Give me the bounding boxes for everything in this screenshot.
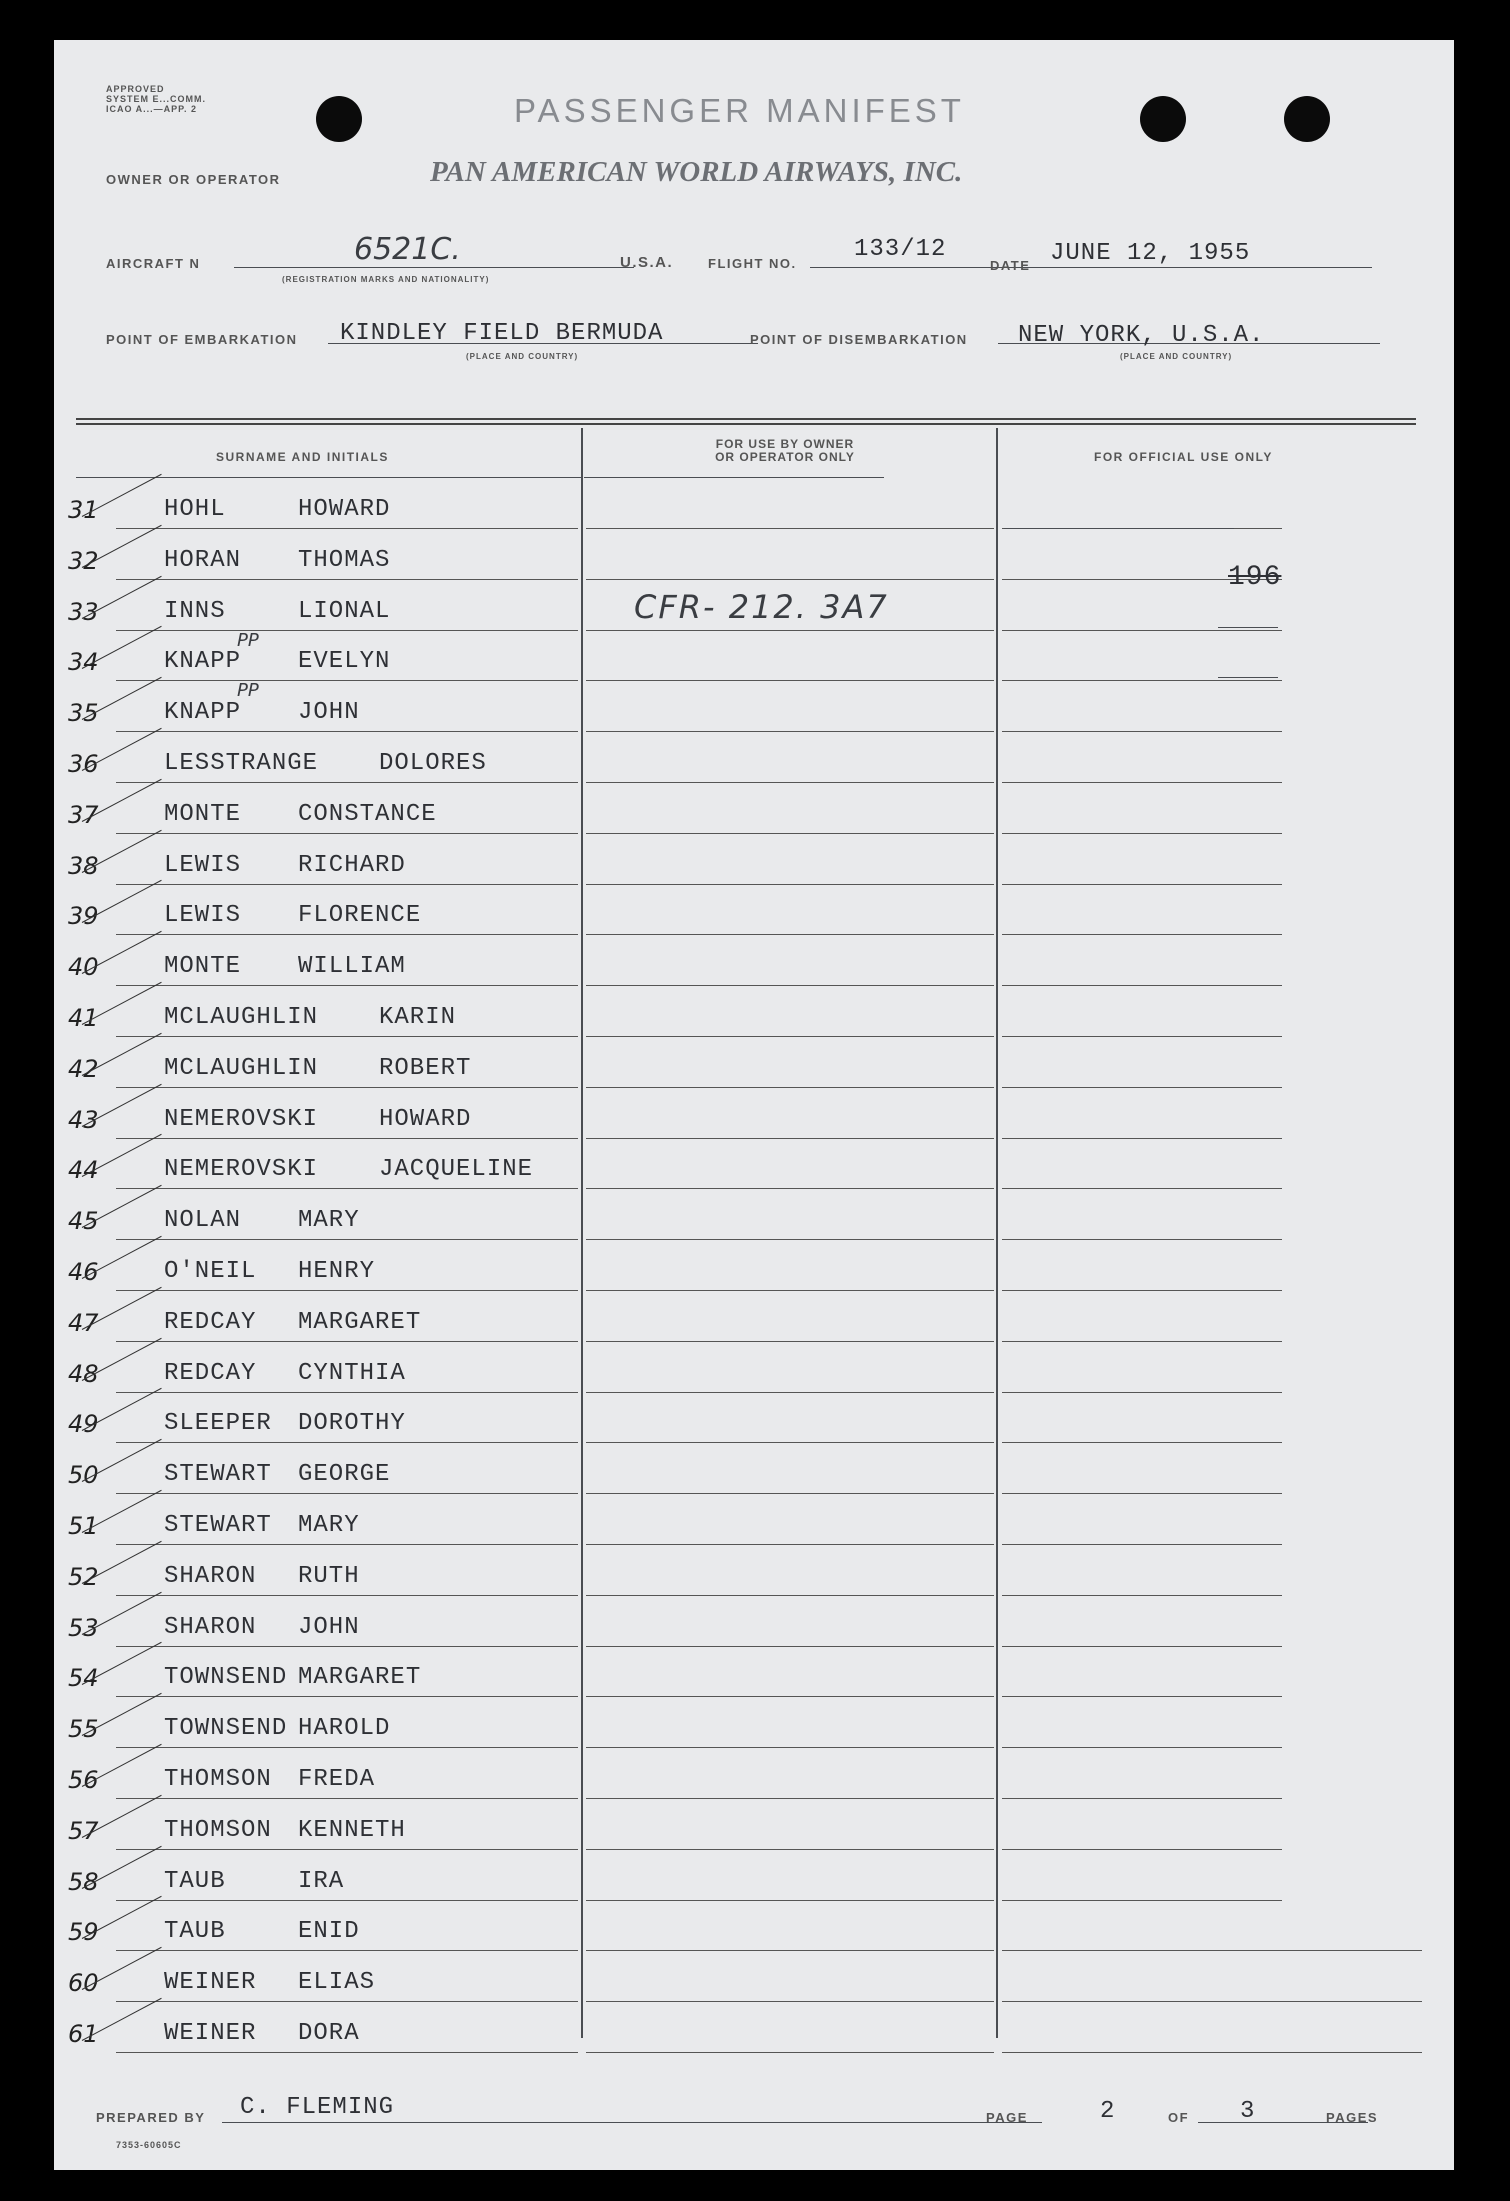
row-underline-owner: [586, 1747, 994, 1748]
row-underline-official: [1002, 630, 1282, 631]
row-underline: [116, 884, 578, 885]
date-label: DATE: [990, 258, 1031, 273]
passenger-surname: HOHL: [164, 496, 226, 523]
row-underline-official: [1002, 1696, 1282, 1697]
row-number: 47: [68, 1308, 99, 1337]
row-underline-official: [1002, 1392, 1282, 1393]
passenger-surname: INNS: [164, 597, 226, 625]
row-number: 46: [68, 1258, 99, 1286]
table-row: [54, 486, 1454, 532]
pp-mark-1: PP: [237, 630, 259, 651]
row-underline-official: [1002, 1849, 1282, 1850]
table-row: [54, 1299, 1454, 1345]
row-underline: [116, 2001, 578, 2002]
row-underline-official: [1002, 2001, 1422, 2002]
table-row: [54, 994, 1454, 1040]
passenger-surname: NOLAN: [164, 1207, 242, 1235]
passenger-surname: HORAN: [164, 546, 242, 574]
row-underline-owner: [586, 1595, 994, 1596]
row-underline-owner: [586, 1290, 994, 1291]
row-underline: [116, 1087, 578, 1088]
pages-label: PAGES: [1326, 2110, 1379, 2125]
table-row: [54, 1350, 1454, 1396]
row-underline: [116, 1290, 578, 1291]
passenger-given-name: CONSTANCE: [298, 800, 437, 828]
row-underline: [116, 1138, 578, 1139]
row-number: 57: [68, 1816, 99, 1845]
page-label: PAGE: [986, 2110, 1028, 2125]
passenger-surname: NEMEROVSKI: [164, 1156, 319, 1184]
table-row: [54, 1502, 1454, 1548]
row-underline-owner: [586, 1493, 994, 1494]
row-underline-official: [1002, 782, 1282, 783]
page-value: 2: [1100, 2098, 1116, 2125]
row-number: 42: [68, 1054, 99, 1083]
operator-name: PAN AMERICAN WORLD AIRWAYS, INC.: [430, 156, 963, 188]
row-number: 54: [68, 1664, 99, 1693]
punch-hole-right: [1140, 96, 1186, 142]
table-row: [54, 1248, 1454, 1294]
row-underline-official: [1002, 1544, 1282, 1545]
row-underline-official: [1002, 680, 1282, 681]
row-underline-official: [1002, 1646, 1282, 1647]
passenger-given-name: ENID: [298, 1918, 360, 1946]
table-row: [54, 1197, 1454, 1243]
embark-note: (PLACE AND COUNTRY): [466, 352, 579, 361]
row-number: 45: [68, 1207, 99, 1236]
passenger-given-name: IRA: [298, 1867, 345, 1895]
passenger-given-name: FREDA: [298, 1766, 376, 1793]
table-row: [54, 2010, 1454, 2056]
row-number: 59: [68, 1918, 99, 1947]
row-underline-official: [1002, 934, 1282, 935]
table-row: [54, 892, 1454, 938]
passenger-surname: LESSTRANGE: [164, 750, 319, 777]
row-underline: [116, 2052, 578, 2053]
owner-label: OWNER OR OPERATOR: [106, 172, 281, 187]
row-number: 60: [68, 1969, 99, 1998]
row-number: 48: [68, 1359, 99, 1388]
row-underline-official: [1002, 1798, 1282, 1799]
passenger-surname: KNAPP: [164, 699, 242, 727]
row-underline-owner: [586, 680, 994, 681]
row-underline: [116, 630, 578, 631]
row-underline: [116, 934, 578, 935]
row-underline-official: [1002, 1188, 1282, 1189]
row-underline-owner: [586, 782, 994, 783]
passenger-surname: REDCAY: [164, 1308, 257, 1336]
table-row: [54, 1807, 1454, 1853]
table-row: [54, 943, 1454, 989]
passenger-given-name: RICHARD: [298, 851, 406, 879]
table-row: [54, 1096, 1454, 1142]
table-row: [54, 1553, 1454, 1599]
passenger-given-name: WILLIAM: [298, 953, 406, 981]
table-row: [54, 1908, 1454, 1954]
table-row: [54, 1604, 1454, 1650]
passenger-surname: SHARON: [164, 1562, 257, 1590]
row-underline-official: [1002, 1493, 1282, 1494]
row-underline-owner: [586, 833, 994, 834]
row-underline-official: [1002, 1290, 1282, 1291]
passenger-surname: TOWNSEND: [164, 1715, 288, 1743]
passenger-given-name: RUTH: [298, 1562, 360, 1590]
registration-note: (REGISTRATION MARKS AND NATIONALITY): [282, 275, 490, 284]
table-row: [54, 1654, 1454, 1700]
row-underline-owner: [586, 1392, 994, 1393]
row-underline: [116, 1696, 578, 1697]
row-underline-owner: [586, 985, 994, 986]
row-number: 51: [68, 1512, 99, 1540]
row-number: 37: [68, 800, 99, 829]
row-underline-official: [1002, 1087, 1282, 1088]
row-underline: [116, 985, 578, 986]
disembark-label: POINT OF DISEMBARKATION: [750, 332, 968, 347]
row-underline: [116, 579, 578, 580]
passenger-surname: STEWART: [164, 1461, 272, 1489]
row-underline: [116, 1442, 578, 1443]
disembark-note: (PLACE AND COUNTRY): [1120, 352, 1233, 361]
embark-value: KINDLEY FIELD BERMUDA: [340, 320, 664, 347]
row-underline: [116, 1595, 578, 1596]
row-number: 41: [68, 1004, 99, 1032]
col-official-header: FOR OFFICIAL USE ONLY: [1094, 450, 1273, 464]
table-row: [54, 1146, 1454, 1192]
form-code: 7353-60605C: [116, 2140, 182, 2150]
row-number: 35: [68, 699, 99, 728]
passenger-given-name: EVELYN: [298, 648, 391, 676]
row-number: 32: [68, 546, 99, 575]
row-number: 31: [68, 496, 99, 524]
flight-value: 133/12: [854, 236, 947, 263]
usa-label: U.S.A.: [620, 254, 674, 271]
row-underline-official: [1002, 1900, 1282, 1901]
row-number: 43: [68, 1105, 99, 1134]
passenger-surname: LEWIS: [164, 851, 242, 879]
row-underline: [116, 1646, 578, 1647]
passenger-surname: TOWNSEND: [164, 1664, 288, 1692]
row-underline: [116, 1392, 578, 1393]
row-underline-owner: [586, 1188, 994, 1189]
passenger-given-name: MARY: [298, 1207, 360, 1235]
passenger-given-name: ELIAS: [298, 1969, 376, 1997]
row-underline-owner: [586, 1696, 994, 1697]
row-underline-owner: [586, 1646, 994, 1647]
passenger-surname: WEINER: [164, 1969, 257, 1997]
row-underline: [116, 1188, 578, 1189]
row-underline-official: [1002, 1950, 1422, 1951]
passenger-surname: O'NEIL: [164, 1258, 257, 1285]
passenger-given-name: JOHN: [298, 699, 360, 727]
row-number: 50: [68, 1461, 99, 1490]
row-number: 49: [68, 1410, 99, 1439]
col-surname-header: SURNAME AND INITIALS: [216, 450, 389, 464]
passenger-given-name: MARGARET: [298, 1308, 422, 1336]
table-row: [54, 1858, 1454, 1904]
passenger-given-name: DOLORES: [379, 750, 487, 777]
table-row: [54, 1045, 1454, 1091]
row-underline-owner: [586, 2052, 994, 2053]
manifest-sheet: [54, 40, 1454, 2170]
row-underline-owner: [586, 528, 994, 529]
passenger-surname: MONTE: [164, 953, 242, 981]
row-number: 36: [68, 750, 99, 778]
row-number: 38: [68, 851, 99, 880]
passenger-surname: KNAPP: [164, 648, 242, 676]
passenger-given-name: HOWARD: [379, 1105, 472, 1133]
passenger-given-name: LIONAL: [298, 597, 391, 625]
flight-label: FLIGHT NO.: [708, 256, 797, 271]
table-row: [54, 740, 1454, 786]
punch-hole-far-right: [1284, 96, 1330, 142]
passenger-given-name: HENRY: [298, 1258, 376, 1285]
punch-hole-left: [316, 96, 362, 142]
row-underline-owner: [586, 1544, 994, 1545]
row-underline-owner: [586, 1087, 994, 1088]
passenger-given-name: MARY: [298, 1512, 360, 1539]
row-underline: [116, 1798, 578, 1799]
official-number: 196: [1228, 562, 1282, 593]
row-number: 40: [68, 953, 99, 982]
passenger-surname: WEINER: [164, 2020, 257, 2047]
row-number: 33: [68, 597, 99, 626]
row-underline-official: [1002, 2052, 1422, 2053]
row-underline-official: [1002, 1138, 1282, 1139]
passenger-surname: MCLAUGHLIN: [164, 1054, 319, 1082]
passenger-surname: SHARON: [164, 1613, 257, 1641]
row-underline: [116, 731, 578, 732]
row-underline: [116, 680, 578, 681]
row-underline-official: [1002, 1595, 1282, 1596]
passenger-given-name: HAROLD: [298, 1715, 391, 1743]
row-number: 58: [68, 1867, 99, 1896]
passenger-surname: MCLAUGHLIN: [164, 1004, 319, 1031]
date-value: JUNE 12, 1955: [1050, 240, 1251, 267]
cfr-annotation: CFR- 212. 3A7: [634, 588, 889, 626]
row-underline-owner: [586, 630, 994, 631]
row-number: 52: [68, 1562, 99, 1591]
table-row: [54, 689, 1454, 735]
approved-note: APPROVED SYSTEM E...COMM. ICAO A...—APP. 2: [106, 84, 207, 114]
passenger-given-name: ROBERT: [379, 1054, 472, 1082]
passenger-given-name: FLORENCE: [298, 902, 422, 930]
disembark-value: NEW YORK, U.S.A.: [1018, 322, 1265, 349]
passenger-given-name: JOHN: [298, 1613, 360, 1641]
row-underline-owner: [586, 1950, 994, 1951]
row-underline-owner: [586, 1798, 994, 1799]
passenger-surname: MONTE: [164, 800, 242, 828]
passenger-given-name: MARGARET: [298, 1664, 422, 1692]
row-number: 53: [68, 1613, 99, 1642]
passenger-surname: TAUB: [164, 1867, 226, 1895]
passenger-surname: REDCAY: [164, 1359, 257, 1387]
row-underline: [116, 528, 578, 529]
passenger-given-name: KENNETH: [298, 1816, 406, 1844]
of-label: OF: [1168, 2110, 1190, 2125]
passenger-surname: THOMSON: [164, 1816, 272, 1844]
row-number: 39: [68, 902, 99, 931]
table-row: [54, 791, 1454, 837]
row-underline-official: [1002, 1036, 1282, 1037]
row-underline: [116, 782, 578, 783]
passenger-given-name: DORA: [298, 2020, 360, 2047]
passenger-given-name: KARIN: [379, 1004, 457, 1031]
table-row: [54, 1400, 1454, 1446]
row-underline-owner: [586, 884, 994, 885]
passenger-given-name: CYNTHIA: [298, 1359, 406, 1387]
row-underline-owner: [586, 1849, 994, 1850]
passenger-given-name: GEORGE: [298, 1461, 391, 1489]
table-row: [54, 1959, 1454, 2005]
table-row: [54, 842, 1454, 888]
row-number: 61: [68, 2020, 99, 2048]
row-underline-official: [1002, 833, 1282, 834]
row-underline-owner: [586, 1900, 994, 1901]
passenger-given-name: DOROTHY: [298, 1410, 406, 1438]
aircraft-label: AIRCRAFT N: [106, 256, 201, 271]
row-number: 44: [68, 1156, 99, 1185]
table-row: [54, 1756, 1454, 1802]
passenger-surname: STEWART: [164, 1512, 272, 1539]
row-underline-owner: [586, 1138, 994, 1139]
passenger-given-name: JACQUELINE: [379, 1156, 534, 1184]
row-underline: [116, 1900, 578, 1901]
row-underline-owner: [586, 934, 994, 935]
row-number: 34: [68, 648, 99, 677]
row-underline-official: [1002, 731, 1282, 732]
row-underline-owner: [586, 2001, 994, 2002]
row-underline-owner: [586, 1036, 994, 1037]
prepared-label: PREPARED BY: [96, 2110, 206, 2125]
row-underline: [116, 1747, 578, 1748]
passenger-surname: THOMSON: [164, 1766, 272, 1793]
row-underline-official: [1002, 1341, 1282, 1342]
row-underline: [116, 1036, 578, 1037]
row-underline-official: [1002, 884, 1282, 885]
row-underline: [116, 1341, 578, 1342]
row-underline-owner: [586, 731, 994, 732]
passenger-surname: LEWIS: [164, 902, 242, 930]
row-underline-owner: [586, 1341, 994, 1342]
table-row: [54, 1451, 1454, 1497]
row-number: 56: [68, 1766, 99, 1794]
row-underline-official: [1002, 985, 1282, 986]
row-number: 55: [68, 1715, 99, 1744]
passenger-surname: SLEEPER: [164, 1410, 272, 1438]
prepared-value: C. FLEMING: [240, 2094, 395, 2121]
row-underline: [116, 1239, 578, 1240]
embark-label: POINT OF EMBARKATION: [106, 332, 298, 347]
row-underline: [116, 1849, 578, 1850]
row-underline-official: [1002, 1442, 1282, 1443]
row-underline-official: [1002, 1747, 1282, 1748]
pp-mark-2: PP: [237, 680, 259, 701]
passenger-surname: TAUB: [164, 1918, 226, 1946]
row-underline: [116, 1544, 578, 1545]
row-underline: [116, 1950, 578, 1951]
passenger-surname: NEMEROVSKI: [164, 1105, 319, 1133]
table-row: [54, 1705, 1454, 1751]
row-underline-owner: [586, 1442, 994, 1443]
passenger-given-name: THOMAS: [298, 546, 391, 574]
row-underline-official: [1002, 1239, 1282, 1240]
row-underline: [116, 833, 578, 834]
row-underline-owner: [586, 579, 994, 580]
row-underline: [116, 1493, 578, 1494]
passenger-given-name: HOWARD: [298, 496, 391, 523]
aircraft-value: 6521C.: [354, 232, 461, 267]
of-value: 3: [1240, 2098, 1256, 2125]
row-underline-owner: [586, 1239, 994, 1240]
col-owner-header: FOR USE BY OWNER OR OPERATOR ONLY: [715, 437, 855, 464]
page-title: PASSENGER MANIFEST: [514, 92, 965, 129]
